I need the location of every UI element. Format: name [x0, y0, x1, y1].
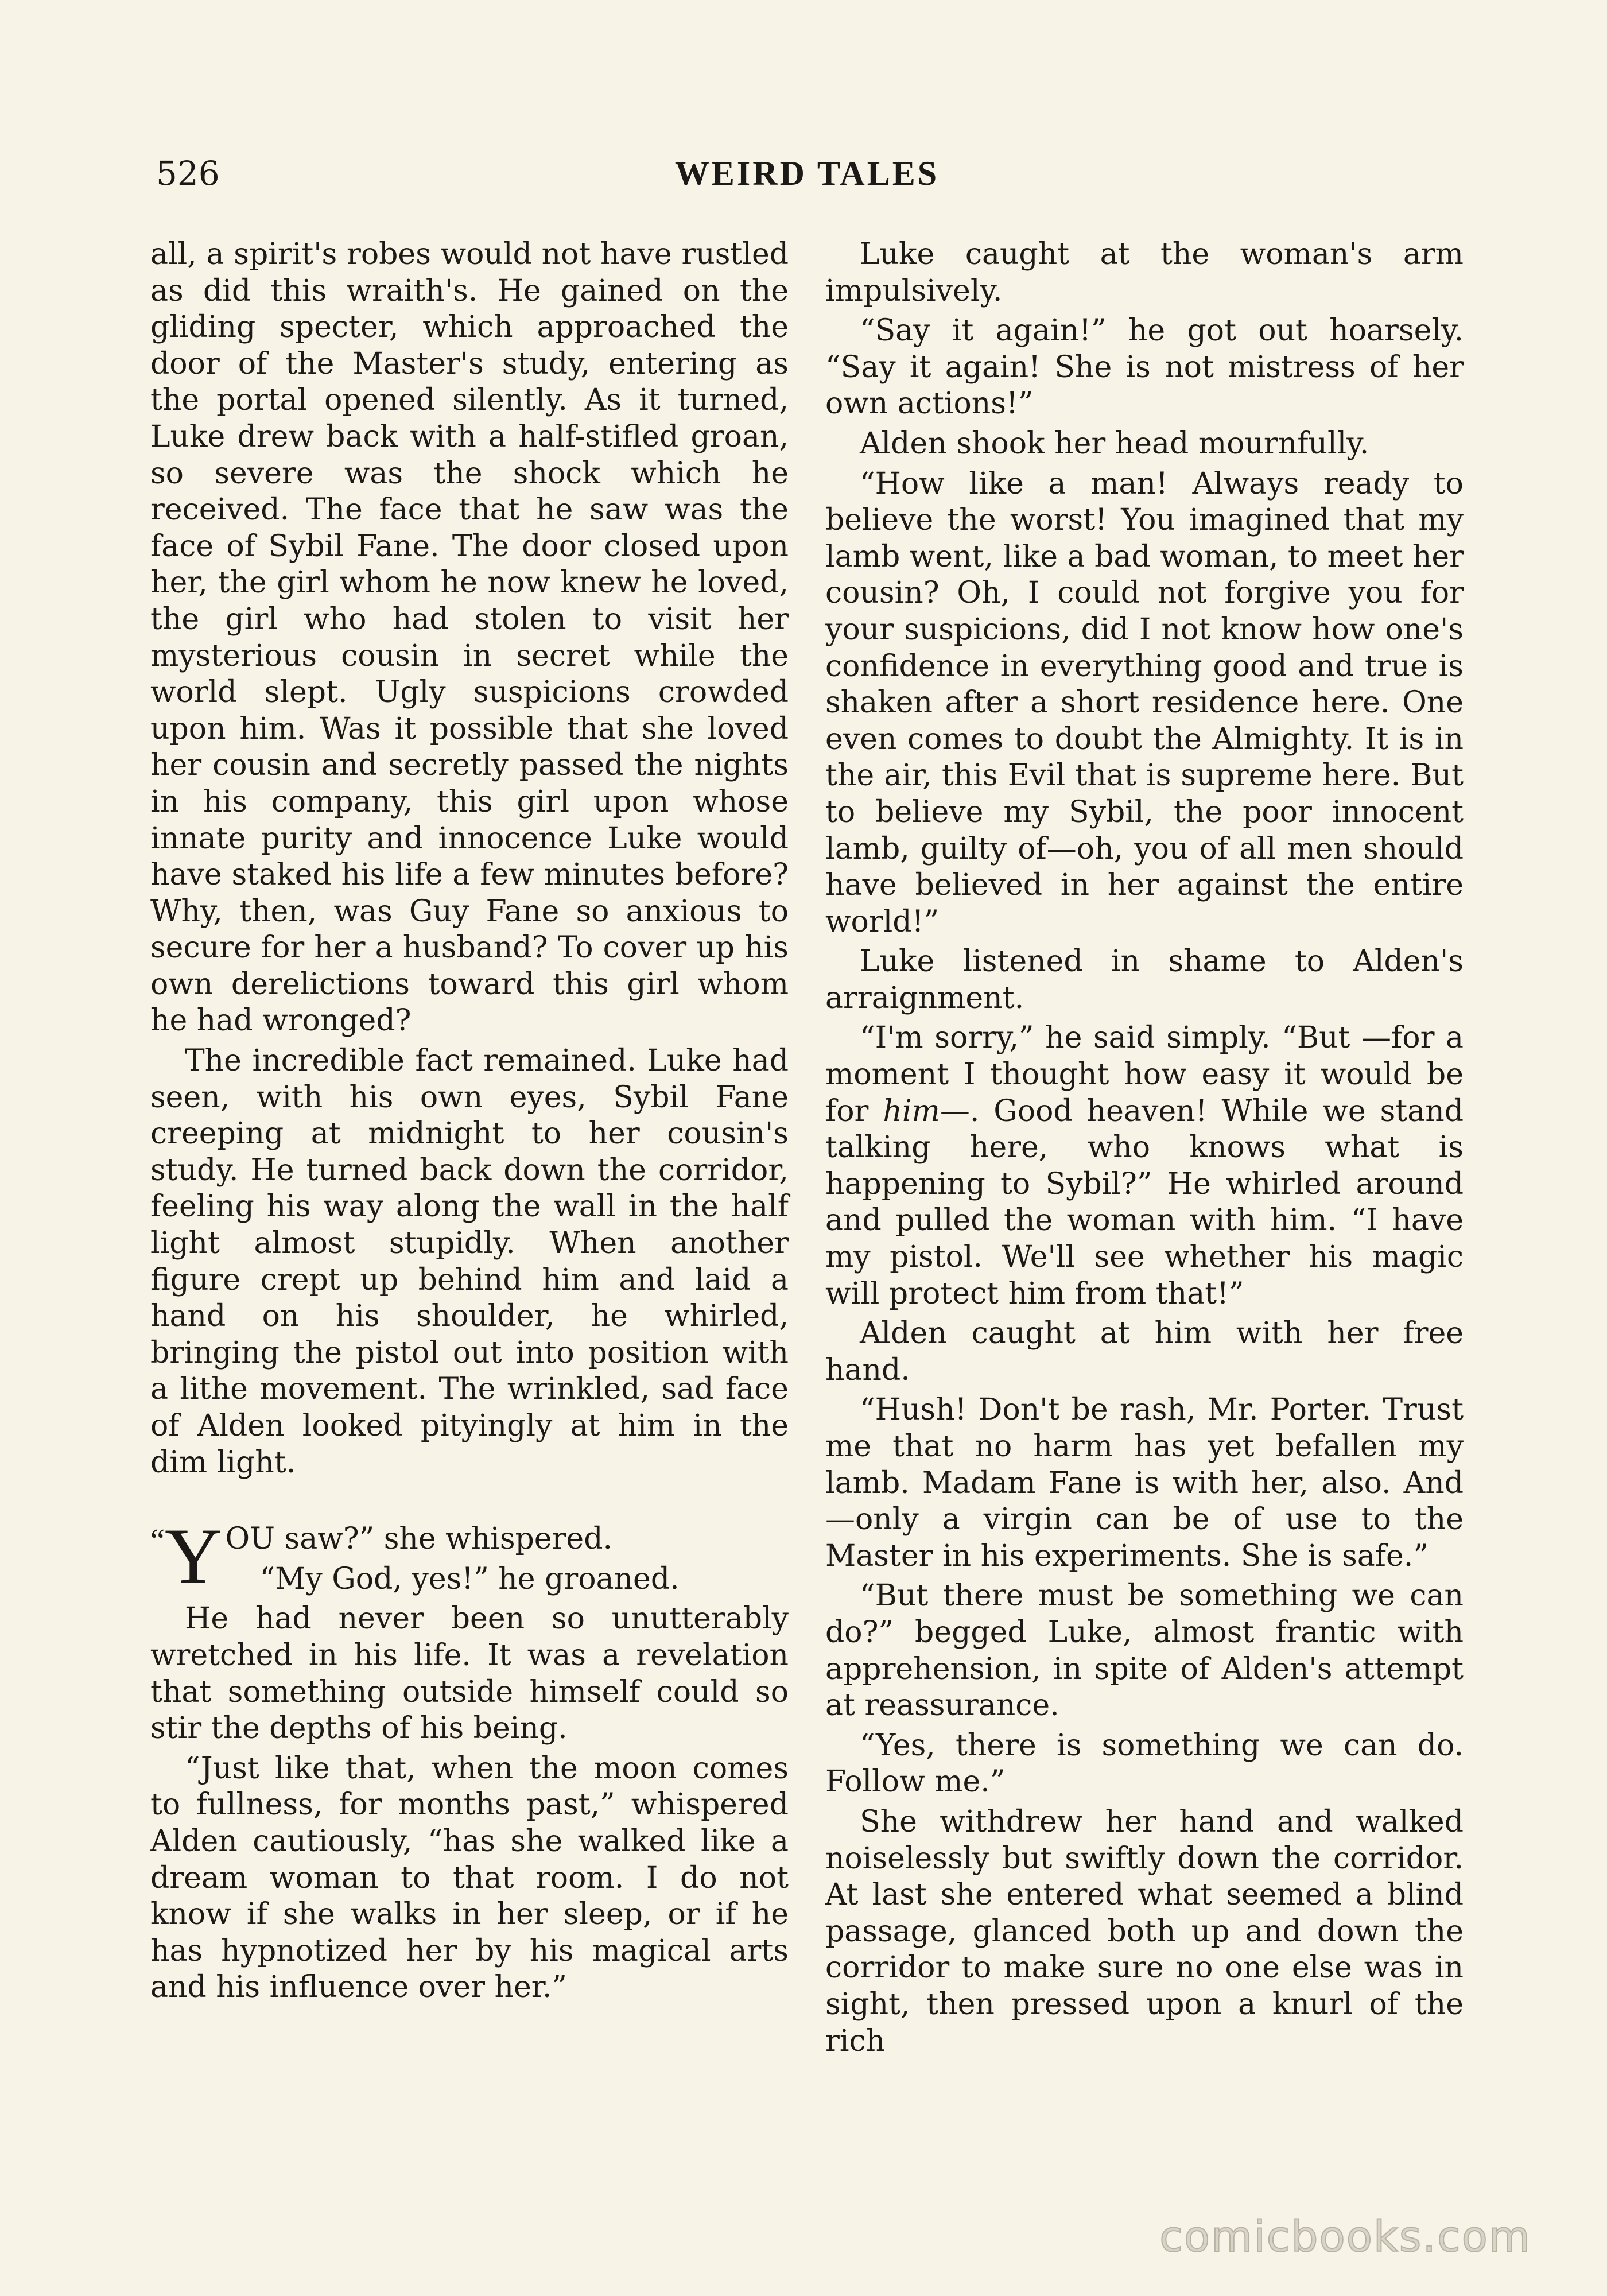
drop-cap: “Y — [150, 1512, 222, 1600]
paragraph: “My God, yes!” he groaned. — [259, 1561, 680, 1596]
emphasis: him — [883, 1093, 940, 1128]
left-column — [150, 236, 789, 2165]
paragraph: “How like a man! Always ready to believe the worst! You imagined that my lamb went, like a bad woman, to meet her cousin? Oh, I could not forgive you for your suspicions, did I not know how one's confidence in everything good and true is shaken after a short residence here. One even comes to doubt the Almighty. It is in the air, this Evil that is supreme here. But to believe my Sybil, the poor innocent lamb, guilty of—oh, you of all men should have believed in her against the entire world!” — [825, 466, 1464, 939]
watermark: comicbooks.com — [1159, 2212, 1531, 2262]
running-head: WEIRD TALES — [674, 154, 940, 192]
page-number: 526 — [156, 154, 220, 193]
paragraph: all, a spirit's robes would not have rustled as did this wraith's. He gained on the gliding specter, which approached the door of the Master's study, entering as the portal opened silently. As it turned, Luke drew back with a half-stifled groan, so severe was the shock which he received. The face that he saw was the face of Sybil Fane. The door closed upon her, the girl whom he now knew he loved, the girl who had stolen to visit her mysterious cousin in secret while the world slept. Ugly suspicions crowded upon him. Was it possible that she loved her cousin and secretly passed the nights in his company, this girl upon whose innate purity and innocence Luke would have staked his life a few minutes before? Why, then, was Guy Fane so anxious to secure for her a husband? To cover up his own derelictions toward this girl whom he had wronged? — [150, 237, 789, 1038]
paragraph: “I'm sorry,” he said simply. “But —for a moment I thought how easy it would be for him—. Good heaven! While we stand talking here, who knows what is happening to Sybil?” He whirled around and pulled the woman with him. “I have my pistol. We'll see whether his magic will protect him from that!” — [825, 1021, 1464, 1311]
paragraph: Luke listened in shame to Alden's arraignment. — [825, 944, 1464, 1015]
paragraph-text: OU saw?” she whispered. — [225, 1522, 613, 1557]
paragraph: “Say it again!” he got out hoarsely. “Say it again! She is not mistress of her own actions!” — [825, 313, 1464, 421]
paragraph: “But there must be something we can do?” begged Luke, almost frantic with apprehension, in spite of Alden's attempt at reassurance. — [825, 1578, 1464, 1723]
paragraph: “Yes, there is something we can do. Follow me.” — [825, 1728, 1464, 1799]
paragraph: Luke caught at the woman's arm impulsively. — [825, 237, 1464, 308]
paragraph: “Just like that, when the moon comes to fullness, for months past,” whispered Alden cautiously, “has she walked like a dream woman to that room. I do not know if she walks in her sleep, or if he has hypnotized her by his magical arts and his influence over her.” — [150, 1751, 789, 2005]
page-header — [156, 150, 1458, 196]
paragraph: Alden shook her head mournfully. — [860, 426, 1369, 461]
right-column — [825, 236, 1464, 2165]
paragraph: Alden caught at him with her free hand. — [825, 1316, 1464, 1387]
paragraph: He had never been so unutterably wretched in his life. It was a revelation that something outside himself could so stir the depths of his being. — [150, 1601, 789, 1746]
paragraph: She withdrew her hand and walked noiselessly but swiftly down the corridor. At last she entered what seemed a blind passage, glanced both up and down the corridor to make sure no one else was in sight, then pressed upon a knurl of the rich — [825, 1804, 1464, 2058]
paragraph: “Hush! Don't be rash, Mr. Porter. Trust me that no harm has yet befallen my lamb. Madam Fane is with her, also. And—only a virgin can be of use to the Master in his experiments. She is safe.” — [825, 1393, 1464, 1573]
paragraph: The incredible fact remained. Luke had seen, with his own eyes, Sybil Fane creeping at midnight to her cousin's study. He turned back down the corridor, feeling his way along the wall in the half light almost stupidly. When another figure crept up behind him and laid a hand on his shoulder, he whirled, bringing the pistol out into position with a lithe movement. The wrinkled, sad face of Alden looked pityingly at him in the dim light. — [150, 1044, 789, 1480]
